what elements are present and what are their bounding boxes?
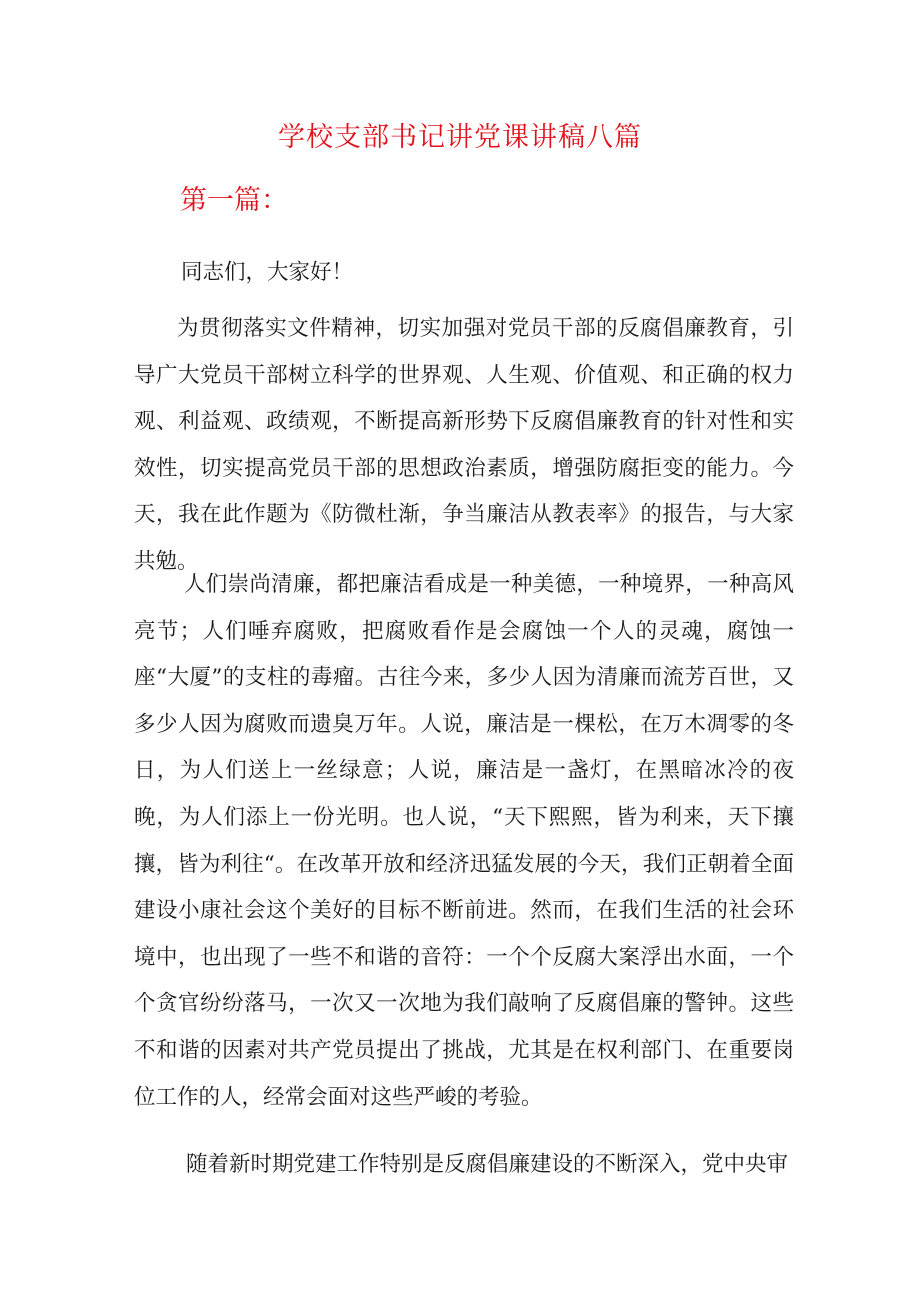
paragraph: 随着新时期党建工作特别是反腐倡廉建设的不断深入，党中央审 xyxy=(186,1152,789,1177)
greeting-line: 同志们，大家好！ xyxy=(181,260,354,285)
section-heading: 第一篇： xyxy=(180,185,288,216)
document-title: 学校支部书记讲党课讲稿八篇 xyxy=(278,122,642,153)
paragraph: 人们崇尚清廉，都把廉洁看成是一种美德，一种境界，一种高风亮节；人们唾弃腐败，把腐败看作是会腐蚀一个人的灵魂，腐蚀一座“大厦”的支柱的毒瘤。古往今来，多少人因为清廉而流芳百世，又多少人因为腐败而遗臭万年。人说，廉洁是一棵松，在万木凋零的冬日，为人们送上一丝绿意；人说，廉洁是一盏灯，在黑暗冰冷的夜晚，为人们添上一份光明。也人说，“天下熙熙，皆为利来，天下攘攘，皆为利往“。在改革开放和经济迅猛发展的今天，我们正朝着全面建设小康社会这个美好的目标不断前进。然而，在我们生活的社会环境中，也出现了一些不和谐的音符：一个个反腐大案浮出水面，一个个贪官纷纷落马，一次又一次地为我们敲响了反腐倡廉的警钟。这些不和谐的因素对共产党员提出了挑战，尤其是在权利部门、在重要岗位工作的人，经常会面对这些严峻的考验。 xyxy=(134,572,794,1110)
paragraph: 为贯彻落实文件精神，切实加强对党员干部的反腐倡廉教育，引导广大党员干部树立科学的世界观、人生观、价值观、和正确的权力观、利益观、政绩观，不断提高新形势下反腐倡廉教育的针对性和实效性，切实提高党员干部的思想政治素质，增强防腐拒变的能力。今天，我在此作题为《防微杜渐，争当廉洁从教表率》的报告，与大家共勉。 xyxy=(134,316,794,574)
